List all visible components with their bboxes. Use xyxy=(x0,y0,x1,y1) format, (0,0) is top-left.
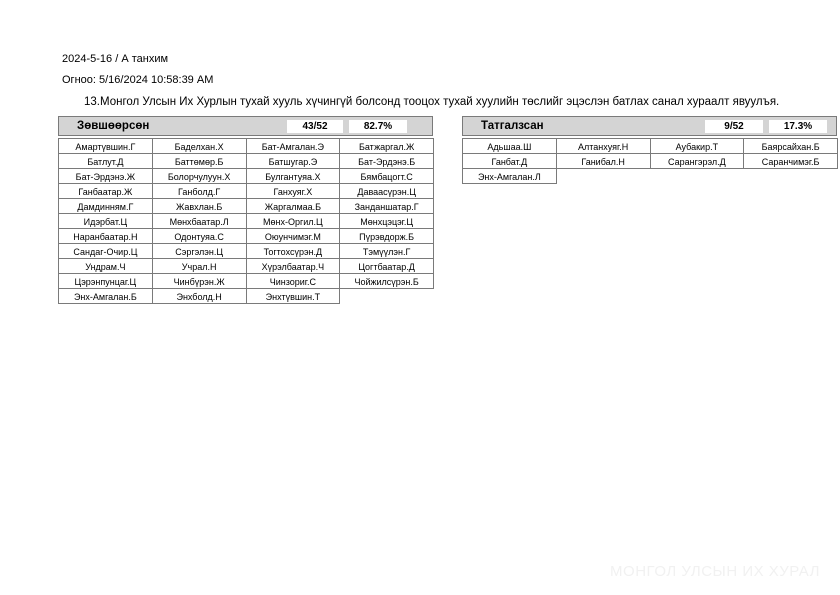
member-name-cell: Баделхан.Х xyxy=(152,138,247,154)
yes-percent: 82.7% xyxy=(349,120,407,133)
member-name-cell: Тогтохсүрэн.Д xyxy=(246,243,341,259)
member-name-cell: Ганбаатар.Ж xyxy=(58,183,153,199)
member-name-cell: Батжаргал.Ж xyxy=(339,138,434,154)
parliament-watermark: МОНГОЛ УЛСЫН ИХ ХУРАЛ xyxy=(610,563,820,580)
member-name-cell: Энх-Амгалан.Л xyxy=(462,168,557,184)
member-name-cell: Наранбаатар.Н xyxy=(58,228,153,244)
member-name-cell: Саранчимэг.Б xyxy=(743,153,838,169)
member-name-cell: Дамдинням.Г xyxy=(58,198,153,214)
member-name-cell: Сандаг-Очир.Ц xyxy=(58,243,153,259)
member-name-cell: Мөнх-Оргил.Ц xyxy=(246,213,341,229)
no-percent: 17.3% xyxy=(769,120,827,133)
member-name-cell: Амартүвшин.Г xyxy=(58,138,153,154)
yes-count: 43/52 xyxy=(287,120,343,133)
member-name-cell: Сарангэрэл.Д xyxy=(650,153,745,169)
yes-block-header xyxy=(58,116,433,136)
member-name-cell: Чинбүрэн.Ж xyxy=(152,273,247,289)
member-name-cell: Батшугар.Э xyxy=(246,153,341,169)
member-name-cell: Мөнхбаатар.Л xyxy=(152,213,247,229)
member-name-cell: Сэргэлэн.Ц xyxy=(152,243,247,259)
session-date-room: 2024-5-16 / А танхим xyxy=(62,53,169,65)
member-name-cell: Адьшаа.Ш xyxy=(462,138,557,154)
member-name-cell: Бат-Эрдэнэ.Ж xyxy=(58,168,153,184)
member-name-cell: Баттөмөр.Б xyxy=(152,153,247,169)
member-name-cell: Энх-Амгалан.Б xyxy=(58,288,153,304)
member-name-cell: Учрал.Н xyxy=(152,258,247,274)
yes-block-title: Зөвшөөрсөн xyxy=(77,120,150,132)
member-name-cell: Ундрам.Ч xyxy=(58,258,153,274)
member-name-cell: Аубакир.Т xyxy=(650,138,745,154)
member-name-cell: Чинзориг.С xyxy=(246,273,341,289)
no-names-grid xyxy=(462,138,837,183)
member-name-cell: Ганбат.Д xyxy=(462,153,557,169)
member-name-cell: Цогтбаатар.Д xyxy=(339,258,434,274)
no-block-header xyxy=(462,116,837,136)
member-name-cell: Бат-Эрдэнэ.Б xyxy=(339,153,434,169)
member-name-cell: Бямбацогт.С xyxy=(339,168,434,184)
member-name-cell: Булгантуяа.Х xyxy=(246,168,341,184)
member-name-cell: Энхтүвшин.Т xyxy=(246,288,341,304)
member-name-cell: Жаргалмаа.Б xyxy=(246,198,341,214)
member-name-cell: Одонтуяа.С xyxy=(152,228,247,244)
member-name-cell: Ганхуяг.Х xyxy=(246,183,341,199)
member-name-cell: Энхболд.Н xyxy=(152,288,247,304)
no-count: 9/52 xyxy=(705,120,763,133)
no-vote-block xyxy=(462,116,837,183)
member-name-cell: Идэрбат.Ц xyxy=(58,213,153,229)
no-block-title: Татгалзсан xyxy=(481,120,544,132)
member-name-cell: Чойжилсүрэн.Б xyxy=(339,273,434,289)
member-name-cell: Бат-Амгалан.Э xyxy=(246,138,341,154)
member-name-cell: Жавхлан.Б xyxy=(152,198,247,214)
member-name-cell: Тэмүүлэн.Г xyxy=(339,243,434,259)
yes-names-grid xyxy=(58,138,433,303)
yes-vote-block xyxy=(58,116,433,303)
member-name-cell: Ганболд.Г xyxy=(152,183,247,199)
member-name-cell: Даваасүрэн.Ц xyxy=(339,183,434,199)
member-name-cell: Алтанхуяг.Н xyxy=(556,138,651,154)
member-name-cell: Пүрэвдорж.Б xyxy=(339,228,434,244)
member-name-cell: Батлут.Д xyxy=(58,153,153,169)
motion-title: 13.Монгол Улсын Их Хурлын тухай хууль хүчингүй болсонд тооцох тухай хуулийн төслийг эцэслэн батлах санал хураалт явуулъя. xyxy=(84,96,780,108)
member-name-cell: Мөнхцэцэг.Ц xyxy=(339,213,434,229)
member-name-cell: Ганибал.Н xyxy=(556,153,651,169)
member-name-cell: Болорчулуун.Х xyxy=(152,168,247,184)
member-name-cell: Хүрэлбаатар.Ч xyxy=(246,258,341,274)
member-name-cell: Оюунчимэг.М xyxy=(246,228,341,244)
member-name-cell: Занданшатар.Г xyxy=(339,198,434,214)
member-name-cell: Цэрэнпунцаг.Ц xyxy=(58,273,153,289)
member-name-cell: Баярсайхан.Б xyxy=(743,138,838,154)
printed-timestamp: Огноо: 5/16/2024 10:58:39 AM xyxy=(62,74,214,86)
